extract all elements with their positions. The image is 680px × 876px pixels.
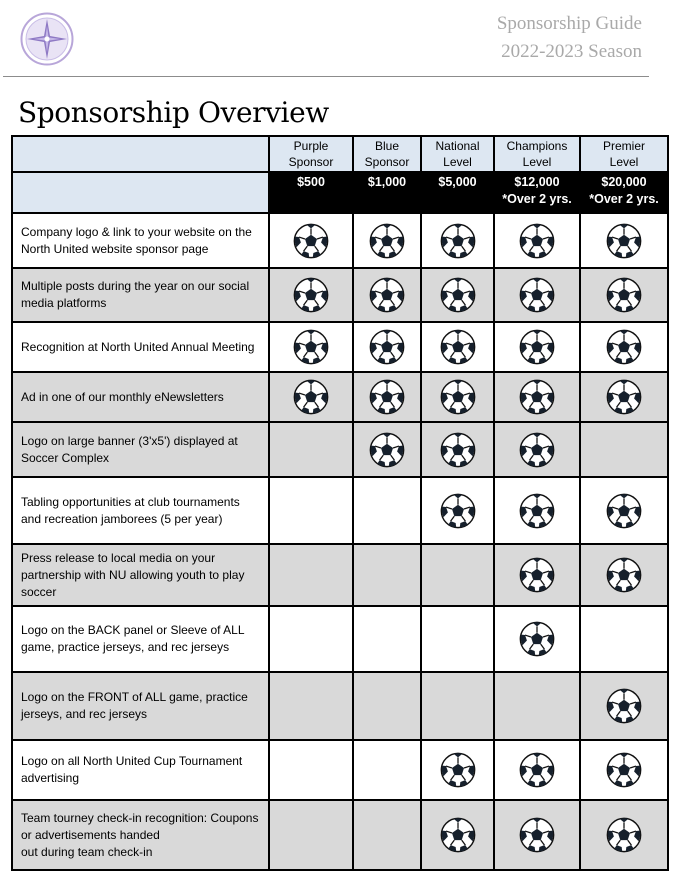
benefit-text-line: Logo on large banner (3'x5') displayed at bbox=[21, 433, 238, 448]
level-benefit-cell bbox=[580, 740, 668, 800]
level-benefit-cell bbox=[580, 268, 668, 322]
benefit-text-line: Logo on the BACK panel or Sleeve of ALL bbox=[21, 623, 245, 637]
level-benefit-cell bbox=[421, 213, 494, 268]
level-price-cell: $5,000 bbox=[421, 172, 494, 213]
soccer-ball-icon bbox=[293, 223, 329, 259]
benefit-row bbox=[12, 606, 668, 672]
level-name-row bbox=[12, 136, 668, 172]
level-benefit-cell bbox=[494, 606, 580, 672]
level-benefit-cell bbox=[269, 372, 353, 422]
soccer-ball-icon bbox=[293, 379, 329, 415]
benefit-row bbox=[12, 544, 668, 606]
level-name-cell: Purple Sponsor bbox=[269, 136, 353, 172]
benefit-row bbox=[12, 800, 668, 870]
level-benefit-cell bbox=[353, 322, 421, 372]
level-benefit-cell bbox=[494, 422, 580, 477]
benefit-text-line: Soccer Complex bbox=[21, 450, 110, 465]
price-blank-cell bbox=[12, 172, 269, 213]
benefit-row bbox=[12, 672, 668, 740]
benefit-description bbox=[12, 372, 269, 422]
level-benefit-cell bbox=[353, 268, 421, 322]
level-benefit-cell bbox=[494, 544, 580, 606]
benefit-row bbox=[12, 213, 668, 268]
benefit-description bbox=[12, 477, 269, 544]
benefit-text-line: North United website sponsor page bbox=[21, 241, 209, 256]
soccer-ball-icon bbox=[519, 329, 555, 365]
benefit-row bbox=[12, 372, 668, 422]
soccer-ball-icon bbox=[440, 432, 476, 468]
level-name-cell: Premier Level bbox=[580, 136, 668, 172]
header-blank-cell bbox=[12, 136, 269, 172]
level-benefit-cell bbox=[353, 422, 421, 477]
benefit-text-line: game, practice jerseys, and rec jerseys bbox=[21, 640, 230, 654]
soccer-ball-icon bbox=[606, 329, 642, 365]
header-divider bbox=[3, 76, 649, 77]
soccer-ball-icon bbox=[519, 557, 555, 593]
soccer-ball-icon bbox=[293, 277, 329, 313]
benefit-description bbox=[12, 672, 269, 740]
level-benefit-cell bbox=[421, 672, 494, 740]
soccer-ball-icon bbox=[519, 817, 555, 853]
benefit-text-line: advertising bbox=[21, 771, 80, 785]
benefit-description bbox=[12, 213, 269, 268]
level-benefit-cell bbox=[580, 422, 668, 477]
level-benefit-cell bbox=[421, 372, 494, 422]
level-benefit-cell bbox=[353, 372, 421, 422]
soccer-ball-icon bbox=[519, 752, 555, 788]
benefit-text-line: Team tourney check-in recognition: Coupons bbox=[21, 810, 259, 825]
soccer-ball-icon bbox=[606, 752, 642, 788]
level-benefit-cell bbox=[580, 477, 668, 544]
level-benefit-cell bbox=[421, 477, 494, 544]
compass-rose-logo-icon bbox=[20, 12, 74, 66]
level-benefit-cell bbox=[353, 606, 421, 672]
soccer-ball-icon bbox=[606, 379, 642, 415]
level-benefit-cell bbox=[494, 213, 580, 268]
level-benefit-cell bbox=[269, 740, 353, 800]
benefit-text-line: Ad in one of our monthly eNewsletters bbox=[21, 389, 224, 404]
level-benefit-cell bbox=[269, 800, 353, 870]
level-price-cell: $1,000 bbox=[353, 172, 421, 213]
benefit-text-line: Tabling opportunities at club tournaments bbox=[21, 494, 240, 509]
level-benefit-cell bbox=[580, 322, 668, 372]
benefit-row bbox=[12, 422, 668, 477]
soccer-ball-icon bbox=[440, 379, 476, 415]
level-benefit-cell bbox=[421, 422, 494, 477]
soccer-ball-icon bbox=[440, 493, 476, 529]
benefit-description bbox=[12, 322, 269, 372]
soccer-ball-icon bbox=[440, 752, 476, 788]
benefit-description bbox=[12, 422, 269, 477]
level-name-cell: Champions Level bbox=[494, 136, 580, 172]
level-price-row bbox=[12, 172, 668, 213]
soccer-ball-icon bbox=[606, 223, 642, 259]
benefit-text-line: jerseys, and rec jerseys bbox=[21, 707, 148, 721]
level-benefit-cell bbox=[580, 672, 668, 740]
benefit-text-line: media platforms bbox=[21, 296, 107, 310]
level-benefit-cell bbox=[269, 268, 353, 322]
level-benefit-cell bbox=[580, 372, 668, 422]
soccer-ball-icon bbox=[606, 817, 642, 853]
level-benefit-cell bbox=[353, 800, 421, 870]
season-label: 2022-2023 Season bbox=[501, 41, 642, 62]
level-benefit-cell bbox=[269, 477, 353, 544]
benefit-row bbox=[12, 268, 668, 322]
level-price-cell: $500 bbox=[269, 172, 353, 213]
benefit-row bbox=[12, 477, 668, 544]
soccer-ball-icon bbox=[369, 432, 405, 468]
benefit-text-line: Logo on all North United Cup Tournament bbox=[21, 754, 243, 768]
level-price-cell: $20,000 *Over 2 yrs. bbox=[580, 172, 668, 213]
benefit-text-line: and recreation jamborees (5 per year) bbox=[21, 511, 223, 526]
level-benefit-cell bbox=[421, 740, 494, 800]
benefit-description bbox=[12, 740, 269, 800]
benefit-text-line: soccer bbox=[21, 584, 57, 599]
benefit-description bbox=[12, 606, 269, 672]
benefit-description bbox=[12, 268, 269, 322]
benefit-text-line: partnership with NU allowing youth to play bbox=[21, 567, 245, 582]
level-benefit-cell bbox=[421, 544, 494, 606]
soccer-ball-icon bbox=[519, 493, 555, 529]
level-benefit-cell bbox=[494, 740, 580, 800]
soccer-ball-icon bbox=[369, 277, 405, 313]
soccer-ball-icon bbox=[519, 223, 555, 259]
benefit-text-line: or advertisements handed bbox=[21, 827, 160, 842]
benefit-text-line: Logo on the FRONT of ALL game, practice bbox=[21, 690, 248, 704]
level-benefit-cell bbox=[353, 213, 421, 268]
benefit-text-line: Press release to local media on your bbox=[21, 550, 216, 565]
guide-title: Sponsorship Guide bbox=[496, 13, 642, 34]
benefit-text-line: Multiple posts during the year on our social bbox=[21, 279, 250, 293]
benefit-row bbox=[12, 740, 668, 800]
level-benefit-cell bbox=[269, 606, 353, 672]
level-benefit-cell bbox=[269, 422, 353, 477]
soccer-ball-icon bbox=[440, 329, 476, 365]
level-name-cell: Blue Sponsor bbox=[353, 136, 421, 172]
benefit-text-line: Company logo & link to your website on the bbox=[21, 224, 252, 239]
soccer-ball-icon bbox=[369, 379, 405, 415]
level-benefit-cell bbox=[353, 544, 421, 606]
soccer-ball-icon bbox=[606, 277, 642, 313]
benefit-text-line: Recognition at North United Annual Meeting bbox=[21, 339, 255, 354]
soccer-ball-icon bbox=[606, 557, 642, 593]
level-benefit-cell bbox=[494, 268, 580, 322]
soccer-ball-icon bbox=[369, 223, 405, 259]
benefit-description bbox=[12, 800, 269, 870]
benefit-text-line: out during team check-in bbox=[21, 844, 153, 859]
soccer-ball-icon bbox=[293, 329, 329, 365]
benefit-row bbox=[12, 322, 668, 372]
level-benefit-cell bbox=[269, 544, 353, 606]
page-title: Sponsorship Overview bbox=[18, 96, 329, 129]
level-benefit-cell bbox=[353, 477, 421, 544]
level-benefit-cell bbox=[269, 322, 353, 372]
soccer-ball-icon bbox=[606, 493, 642, 529]
soccer-ball-icon bbox=[606, 688, 642, 724]
level-benefit-cell bbox=[269, 672, 353, 740]
soccer-ball-icon bbox=[519, 379, 555, 415]
soccer-ball-icon bbox=[519, 432, 555, 468]
level-benefit-cell bbox=[421, 268, 494, 322]
level-name-cell: National Level bbox=[421, 136, 494, 172]
level-benefit-cell bbox=[421, 800, 494, 870]
sponsorship-table bbox=[11, 135, 669, 871]
level-benefit-cell bbox=[353, 672, 421, 740]
benefit-description bbox=[12, 544, 269, 606]
soccer-ball-icon bbox=[440, 223, 476, 259]
document-header bbox=[497, 10, 642, 66]
level-benefit-cell bbox=[421, 606, 494, 672]
soccer-ball-icon bbox=[369, 329, 405, 365]
level-benefit-cell bbox=[353, 740, 421, 800]
level-benefit-cell bbox=[580, 213, 668, 268]
level-benefit-cell bbox=[580, 606, 668, 672]
soccer-ball-icon bbox=[440, 817, 476, 853]
level-benefit-cell bbox=[580, 544, 668, 606]
level-benefit-cell bbox=[494, 477, 580, 544]
soccer-ball-icon bbox=[519, 621, 555, 657]
level-price-cell: $12,000 *Over 2 yrs. bbox=[494, 172, 580, 213]
soccer-ball-icon bbox=[440, 277, 476, 313]
level-benefit-cell bbox=[494, 672, 580, 740]
level-benefit-cell bbox=[494, 800, 580, 870]
level-benefit-cell bbox=[269, 213, 353, 268]
level-benefit-cell bbox=[580, 800, 668, 870]
level-benefit-cell bbox=[494, 372, 580, 422]
level-benefit-cell bbox=[421, 322, 494, 372]
soccer-ball-icon bbox=[519, 277, 555, 313]
level-benefit-cell bbox=[494, 322, 580, 372]
